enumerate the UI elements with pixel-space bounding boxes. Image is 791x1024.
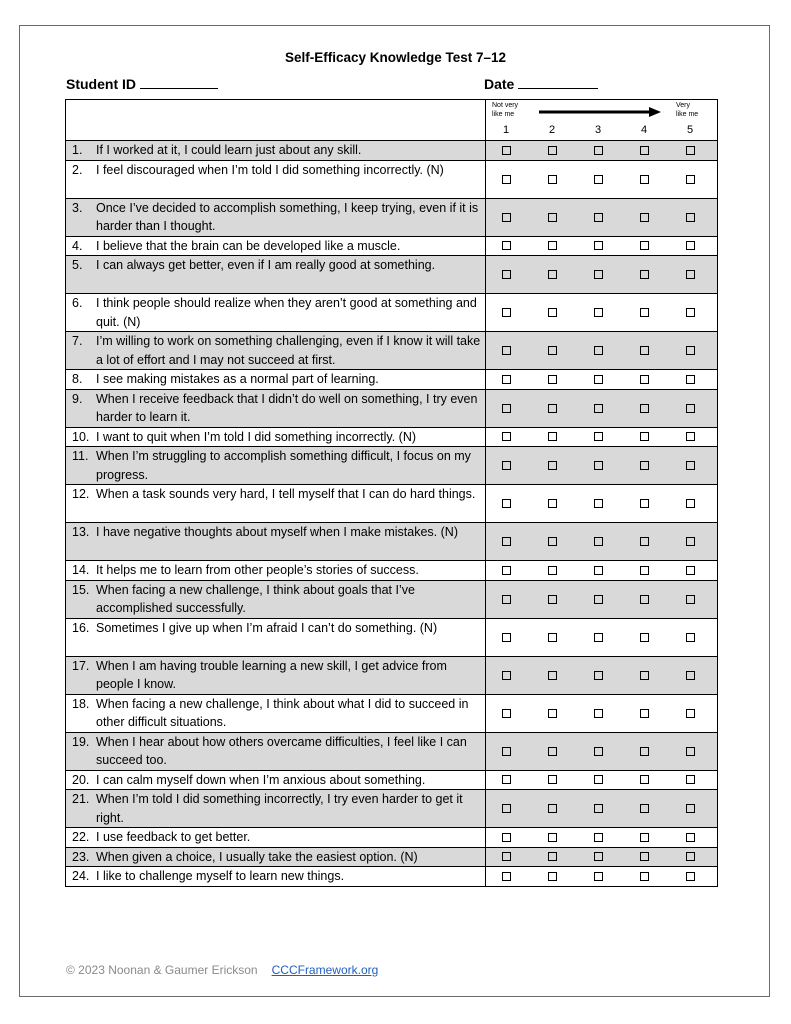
- date-field: [484, 76, 598, 92]
- checkbox-option-1[interactable]: [502, 633, 511, 642]
- checkbox-option-1[interactable]: [502, 499, 511, 508]
- scale-number-4: 4: [640, 124, 648, 136]
- checkbox-option-3[interactable]: [594, 375, 603, 384]
- checkbox-option-3[interactable]: [594, 633, 603, 642]
- item-number: 18.: [72, 696, 90, 711]
- checkbox-option-5[interactable]: [686, 404, 695, 413]
- item-number: 23.: [72, 849, 90, 864]
- survey-item-row: [66, 867, 718, 887]
- survey-item-row: [66, 847, 718, 867]
- checkbox-option-2[interactable]: [548, 566, 557, 575]
- item-number: 9.: [72, 391, 83, 406]
- response-cell: [486, 485, 718, 523]
- checkbox-option-5[interactable]: [686, 346, 695, 355]
- response-cell: [486, 389, 718, 427]
- date-blank[interactable]: [518, 77, 598, 89]
- survey-item-row: [66, 770, 718, 790]
- item-statement: When I’m told I did something incorrectly, I try even harder to get it right.: [96, 792, 463, 825]
- item-text-cell: [66, 523, 486, 561]
- checkbox-option-2[interactable]: [548, 775, 557, 784]
- checkbox-option-2[interactable]: [548, 747, 557, 756]
- checkbox-option-4[interactable]: [640, 566, 649, 575]
- checkbox-option-3[interactable]: [594, 709, 603, 718]
- checkbox-option-4[interactable]: [640, 308, 649, 317]
- item-statement: I feel discouraged when I’m told I did something incorrectly. (N): [96, 162, 444, 177]
- checkbox-option-2[interactable]: [548, 595, 557, 604]
- checkbox-option-4[interactable]: [640, 852, 649, 861]
- checkbox-option-2[interactable]: [548, 213, 557, 222]
- checkbox-option-3[interactable]: [594, 775, 603, 784]
- checkbox-option-2[interactable]: [548, 404, 557, 413]
- response-cell: [486, 770, 718, 790]
- item-statement: I believe that the brain can be developed like a muscle.: [96, 238, 401, 253]
- scale-number-3: 3: [594, 124, 602, 136]
- checkbox-option-4[interactable]: [640, 346, 649, 355]
- item-number: 12.: [72, 487, 90, 501]
- survey-item-row: [66, 236, 718, 256]
- item-number: 7.: [72, 334, 83, 348]
- survey-item-row: [66, 141, 718, 161]
- checkbox-option-3[interactable]: [594, 595, 603, 604]
- checkbox-option-4[interactable]: [640, 872, 649, 881]
- response-cell: [486, 332, 718, 370]
- date-label: Date: [484, 76, 515, 92]
- item-text-cell: [66, 694, 486, 732]
- checkbox-option-2[interactable]: [548, 375, 557, 384]
- item-text-cell: [66, 656, 486, 694]
- scale-numbers: [486, 124, 718, 138]
- checkbox-option-4[interactable]: [640, 499, 649, 508]
- response-cell: [486, 447, 718, 485]
- response-cell: [486, 828, 718, 848]
- checkbox-option-5[interactable]: [686, 537, 695, 546]
- item-number: 17.: [72, 658, 90, 673]
- checkbox-option-2[interactable]: [548, 146, 557, 155]
- survey-item-row: [66, 618, 718, 656]
- checkbox-option-5[interactable]: [686, 308, 695, 317]
- item-number: 21.: [72, 792, 90, 806]
- checkbox-option-1[interactable]: [502, 241, 511, 250]
- checkbox-option-1[interactable]: [502, 213, 511, 222]
- checkbox-option-2[interactable]: [548, 461, 557, 470]
- item-statement: I like to challenge myself to learn new things.: [96, 869, 345, 883]
- checkbox-option-4[interactable]: [640, 633, 649, 642]
- item-number: 10.: [72, 429, 90, 444]
- item-statement: It helps me to learn from other people’s stories of success.: [96, 563, 419, 577]
- checkbox-option-3[interactable]: [594, 833, 603, 842]
- checkbox-option-2[interactable]: [548, 308, 557, 317]
- item-text-cell: [66, 485, 486, 523]
- survey-item-row: [66, 198, 718, 236]
- response-cell: [486, 141, 718, 161]
- checkbox-option-1[interactable]: [502, 833, 511, 842]
- item-statement: When given a choice, I usually take the easiest option. (N): [96, 849, 418, 864]
- scale-header-cell: [486, 100, 718, 141]
- checkbox-option-5[interactable]: [686, 566, 695, 575]
- item-text-cell: [66, 198, 486, 236]
- survey-item-row: [66, 732, 718, 770]
- checkbox-option-3[interactable]: [594, 537, 603, 546]
- checkbox-option-5[interactable]: [686, 270, 695, 279]
- item-statement: When facing a new challenge, I think about what I did to succeed in other difficult situations.: [96, 696, 469, 729]
- item-number: 15.: [72, 582, 90, 597]
- item-statement: I want to quit when I’m told I did something incorrectly. (N): [96, 429, 417, 444]
- survey-item-row: [66, 160, 718, 198]
- item-text-cell: [66, 332, 486, 370]
- survey-item-row: [66, 694, 718, 732]
- survey-item-row: [66, 294, 718, 332]
- checkbox-option-5[interactable]: [686, 775, 695, 784]
- checkbox-option-3[interactable]: [594, 241, 603, 250]
- checkbox-option-3[interactable]: [594, 671, 603, 680]
- scale-right-label: Very like me: [676, 102, 699, 118]
- checkbox-option-2[interactable]: [548, 671, 557, 680]
- checkbox-option-5[interactable]: [686, 804, 695, 813]
- checkbox-option-3[interactable]: [594, 213, 603, 222]
- item-statement: When I receive feedback that I didn’t do well on something, I try even harder to learn it.: [96, 391, 478, 424]
- response-cell: [486, 561, 718, 581]
- checkbox-option-5[interactable]: [686, 595, 695, 604]
- item-text-cell: [66, 256, 486, 294]
- response-cell: [486, 867, 718, 887]
- checkbox-option-3[interactable]: [594, 461, 603, 470]
- survey-item-row: [66, 332, 718, 370]
- checkbox-option-2[interactable]: [548, 833, 557, 842]
- item-text-cell: [66, 580, 486, 618]
- student-id-field: [66, 76, 218, 92]
- survey-item-row: [66, 790, 718, 828]
- checkbox-option-4[interactable]: [640, 375, 649, 384]
- checkbox-option-4[interactable]: [640, 213, 649, 222]
- checkbox-option-1[interactable]: [502, 537, 511, 546]
- header-empty-cell: [66, 100, 486, 141]
- survey-item-row: [66, 447, 718, 485]
- checkbox-option-3[interactable]: [594, 872, 603, 881]
- checkbox-option-2[interactable]: [548, 709, 557, 718]
- item-number: 24.: [72, 869, 90, 883]
- scale-number-1: 1: [502, 124, 510, 136]
- checkbox-option-2[interactable]: [548, 241, 557, 250]
- response-cell: [486, 294, 718, 332]
- survey-item-row: [66, 485, 718, 523]
- item-number: 2.: [72, 162, 83, 177]
- checkbox-option-1[interactable]: [502, 709, 511, 718]
- item-text-cell: [66, 294, 486, 332]
- checkbox-option-5[interactable]: [686, 671, 695, 680]
- checkbox-option-5[interactable]: [686, 709, 695, 718]
- response-cell: [486, 256, 718, 294]
- checkbox-option-5[interactable]: [686, 852, 695, 861]
- item-statement: I think people should realize when they aren’t good at something and quit. (N): [96, 296, 477, 329]
- checkbox-option-1[interactable]: [502, 747, 511, 756]
- checkbox-option-1[interactable]: [502, 595, 511, 604]
- survey-item-row: [66, 828, 718, 848]
- item-statement: When facing a new challenge, I think about goals that I’ve accomplished successfully.: [96, 582, 415, 615]
- checkbox-option-5[interactable]: [686, 432, 695, 441]
- checkbox-option-3[interactable]: [594, 499, 603, 508]
- scale-header-row: [66, 100, 718, 141]
- checkbox-option-3[interactable]: [594, 566, 603, 575]
- footer: [66, 963, 378, 977]
- item-number: 4.: [72, 238, 83, 253]
- item-text-cell: [66, 732, 486, 770]
- checkbox-option-4[interactable]: [640, 241, 649, 250]
- item-statement: Once I’ve decided to accomplish something, I keep trying, even if it is harder than I thought.: [96, 200, 479, 233]
- item-text-cell: [66, 160, 486, 198]
- checkbox-option-1[interactable]: [502, 375, 511, 384]
- checkbox-option-2[interactable]: [548, 872, 557, 881]
- item-statement: I’m willing to work on something challenging, even if I know it will take a lot of effort and I may not succeed at first.: [96, 334, 481, 367]
- item-statement: I use feedback to get better.: [96, 830, 251, 844]
- checkbox-option-3[interactable]: [594, 175, 603, 184]
- survey-item-row: [66, 656, 718, 694]
- checkbox-option-1[interactable]: [502, 270, 511, 279]
- checkbox-option-1[interactable]: [502, 432, 511, 441]
- checkbox-option-4[interactable]: [640, 775, 649, 784]
- item-text-cell: [66, 561, 486, 581]
- checkbox-option-1[interactable]: [502, 404, 511, 413]
- checkbox-option-5[interactable]: [686, 747, 695, 756]
- checkbox-option-4[interactable]: [640, 270, 649, 279]
- item-text-cell: [66, 770, 486, 790]
- scale-left-label: Not very like me: [492, 102, 519, 118]
- response-cell: [486, 790, 718, 828]
- checkbox-option-4[interactable]: [640, 671, 649, 680]
- checkbox-option-5[interactable]: [686, 375, 695, 384]
- item-text-cell: [66, 867, 486, 887]
- checkbox-option-1[interactable]: [502, 775, 511, 784]
- response-cell: [486, 732, 718, 770]
- checkbox-option-2[interactable]: [548, 175, 557, 184]
- checkbox-option-1[interactable]: [502, 146, 511, 155]
- page-title: Self-Efficacy Knowledge Test 7–12: [284, 50, 507, 65]
- survey-item-row: [66, 427, 718, 447]
- checkbox-option-4[interactable]: [640, 175, 649, 184]
- checkbox-option-4[interactable]: [640, 709, 649, 718]
- item-statement: If I worked at it, I could learn just about any skill.: [96, 143, 362, 157]
- checkbox-option-1[interactable]: [502, 566, 511, 575]
- survey-item-row: [66, 256, 718, 294]
- checkbox-option-4[interactable]: [640, 595, 649, 604]
- checkbox-option-2[interactable]: [548, 537, 557, 546]
- item-text-cell: [66, 618, 486, 656]
- footer-copyright: © 2023 Noonan & Gaumer Erickson: [66, 963, 258, 977]
- checkbox-option-3[interactable]: [594, 270, 603, 279]
- checkbox-option-5[interactable]: [686, 146, 695, 155]
- arrow-right-icon: [539, 107, 661, 117]
- item-text-cell: [66, 447, 486, 485]
- survey-item-row: [66, 389, 718, 427]
- survey-item-row: [66, 580, 718, 618]
- item-number: 6.: [72, 296, 83, 310]
- checkbox-option-2[interactable]: [548, 270, 557, 279]
- item-number: 1.: [72, 143, 83, 157]
- scale-number-2: 2: [548, 124, 556, 136]
- response-cell: [486, 236, 718, 256]
- response-cell: [486, 618, 718, 656]
- item-number: 16.: [72, 620, 90, 635]
- item-number: 22.: [72, 830, 90, 844]
- item-statement: I have negative thoughts about myself when I make mistakes. (N): [96, 525, 458, 539]
- survey-item-row: [66, 561, 718, 581]
- item-statement: I can calm myself down when I’m anxious about something.: [96, 772, 426, 787]
- checkbox-option-3[interactable]: [594, 308, 603, 317]
- response-cell: [486, 580, 718, 618]
- checkbox-option-4[interactable]: [640, 747, 649, 756]
- checkbox-option-4[interactable]: [640, 432, 649, 441]
- checkbox-option-4[interactable]: [640, 404, 649, 413]
- item-statement: When I hear about how others overcame difficulties, I feel like I can succeed too.: [96, 734, 467, 767]
- checkbox-option-2[interactable]: [548, 499, 557, 508]
- scale-number-5: 5: [686, 124, 694, 136]
- checkbox-option-1[interactable]: [502, 852, 511, 861]
- checkbox-option-5[interactable]: [686, 213, 695, 222]
- student-id-label: Student ID: [66, 76, 136, 92]
- item-text-cell: [66, 828, 486, 848]
- checkbox-option-1[interactable]: [502, 461, 511, 470]
- checkbox-option-1[interactable]: [502, 872, 511, 881]
- item-text-cell: [66, 847, 486, 867]
- checkbox-option-3[interactable]: [594, 146, 603, 155]
- student-id-blank[interactable]: [140, 77, 218, 89]
- survey-item-row: [66, 523, 718, 561]
- item-text-cell: [66, 370, 486, 390]
- checkbox-option-4[interactable]: [640, 146, 649, 155]
- item-statement: When I’m struggling to accomplish something difficult, I focus on my progress.: [96, 449, 471, 482]
- checkbox-option-1[interactable]: [502, 804, 511, 813]
- checkbox-option-4[interactable]: [640, 537, 649, 546]
- checkbox-option-1[interactable]: [502, 175, 511, 184]
- response-cell: [486, 198, 718, 236]
- item-text-cell: [66, 141, 486, 161]
- response-cell: [486, 370, 718, 390]
- item-statement: When I am having trouble learning a new skill, I get advice from people I know.: [96, 658, 447, 691]
- checkbox-option-3[interactable]: [594, 346, 603, 355]
- checkbox-option-3[interactable]: [594, 404, 603, 413]
- response-cell: [486, 656, 718, 694]
- checkbox-option-5[interactable]: [686, 633, 695, 642]
- response-cell: [486, 847, 718, 867]
- survey-table: [65, 99, 718, 887]
- item-number: 5.: [72, 258, 83, 272]
- item-statement: When a task sounds very hard, I tell myself that I can do hard things.: [96, 487, 476, 501]
- item-statement: I can always get better, even if I am really good at something.: [96, 258, 436, 272]
- checkbox-option-1[interactable]: [502, 346, 511, 355]
- footer-link[interactable]: CCCFramework.org: [271, 963, 379, 977]
- item-number: 11.: [72, 449, 89, 463]
- checkbox-option-1[interactable]: [502, 308, 511, 317]
- checkbox-option-2[interactable]: [548, 852, 557, 861]
- checkbox-option-3[interactable]: [594, 747, 603, 756]
- response-cell: [486, 694, 718, 732]
- checkbox-option-5[interactable]: [686, 499, 695, 508]
- response-cell: [486, 160, 718, 198]
- checkbox-option-1[interactable]: [502, 671, 511, 680]
- response-cell: [486, 523, 718, 561]
- checkbox-option-5[interactable]: [686, 872, 695, 881]
- checkbox-option-2[interactable]: [548, 432, 557, 441]
- response-cell: [486, 427, 718, 447]
- checkbox-option-5[interactable]: [686, 175, 695, 184]
- checkbox-option-4[interactable]: [640, 461, 649, 470]
- item-number: 3.: [72, 200, 83, 215]
- item-text-cell: [66, 389, 486, 427]
- checkbox-option-4[interactable]: [640, 833, 649, 842]
- item-statement: I see making mistakes as a normal part of learning.: [96, 372, 379, 386]
- item-number: 20.: [72, 772, 90, 787]
- item-number: 19.: [72, 734, 90, 749]
- checkbox-option-5[interactable]: [686, 461, 695, 470]
- checkbox-option-3[interactable]: [594, 432, 603, 441]
- item-text-cell: [66, 790, 486, 828]
- checkbox-option-2[interactable]: [548, 346, 557, 355]
- item-text-cell: [66, 427, 486, 447]
- checkbox-option-4[interactable]: [640, 804, 649, 813]
- survey-item-row: [66, 370, 718, 390]
- checkbox-option-3[interactable]: [594, 804, 603, 813]
- item-number: 13.: [72, 525, 90, 539]
- item-statement: Sometimes I give up when I’m afraid I can’t do something. (N): [96, 620, 438, 635]
- checkbox-option-5[interactable]: [686, 833, 695, 842]
- item-text-cell: [66, 236, 486, 256]
- item-number: 8.: [72, 372, 83, 386]
- checkbox-option-2[interactable]: [548, 633, 557, 642]
- checkbox-option-2[interactable]: [548, 804, 557, 813]
- item-number: 14.: [72, 563, 90, 577]
- checkbox-option-3[interactable]: [594, 852, 603, 861]
- checkbox-option-5[interactable]: [686, 241, 695, 250]
